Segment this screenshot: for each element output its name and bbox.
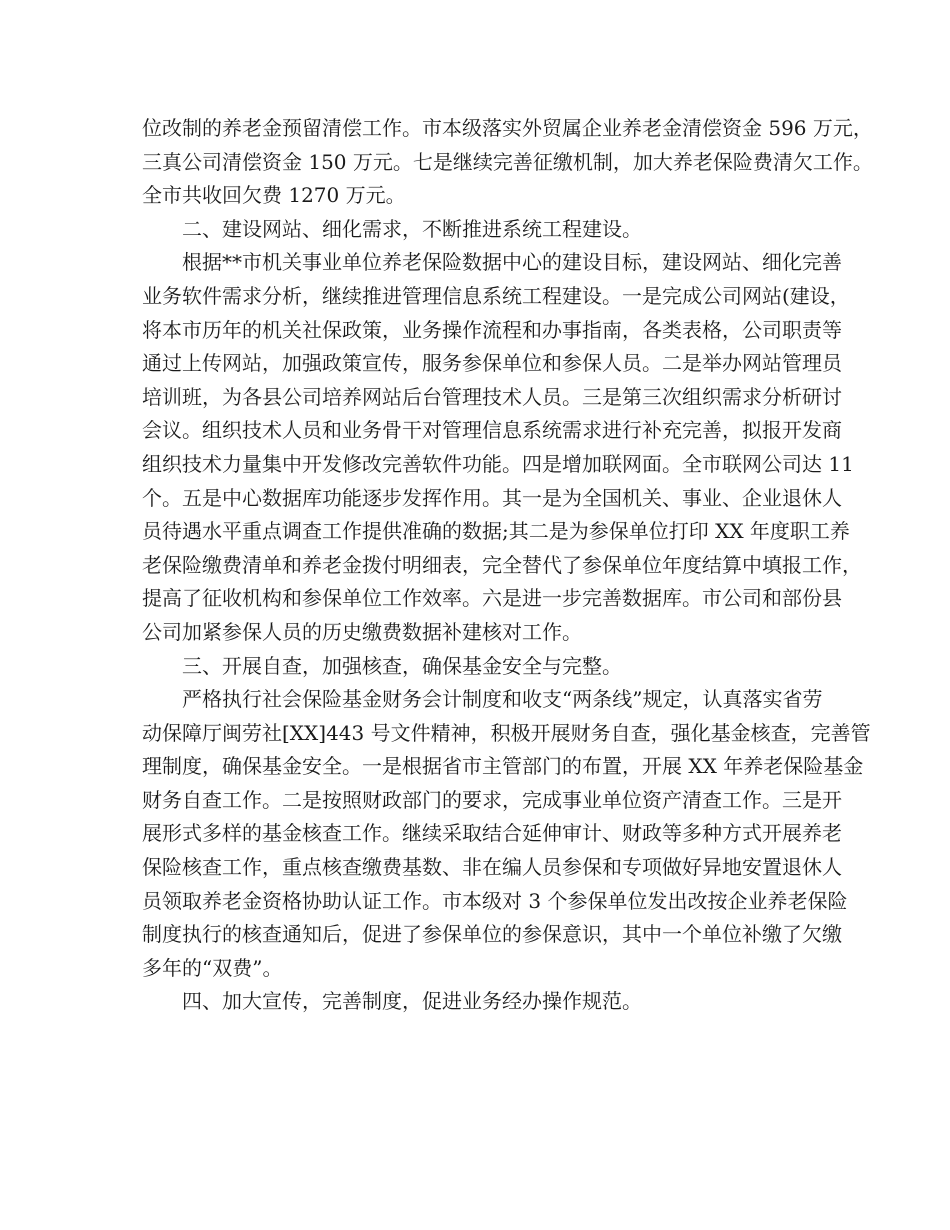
paragraph-line: 动保障厅闽劳社[XX]443 号文件精神，积极开展财务自查，强化基金核查，完善管 [142,720,871,745]
paragraph-line: 员领取养老金资格协助认证工作。市本级对 3 个参保单位发出改按企业养老保险 [142,888,848,913]
paragraph-line: 保险核查工作，重点核查缴费基数、非在编人员参保和专项做好异地安置退休人 [142,855,842,880]
paragraph-line: 老保险缴费清单和养老金拨付明细表，完全替代了参保单位年度结算中填报工作， [142,552,862,577]
paragraph-line: 会议。组织技术人员和业务骨干对管理信息系统需求进行补充完善，拟报开发商 [142,418,842,443]
document-page [142,112,873,1019]
section-heading-4: 四、加大宣传，完善制度，促进业务经办操作规范。 [182,989,642,1014]
paragraph-line: 根据**市机关事业单位养老保险数据中心的建设目标，建设网站、细化完善 [182,250,842,275]
paragraph-line: 展形式多样的基金核查工作。继续采取结合延伸审计、财政等多种方式开展养老 [142,821,842,846]
paragraph-line: 提高了征收机构和参保单位工作效率。六是进一步完善数据库。市公司和部份县 [142,586,842,611]
paragraph-line: 业务软件需求分析，继续推进管理信息系统工程建设。一是完成公司网站(建设， [142,283,850,308]
section-heading-2: 二、建设网站、细化需求，不断推进系统工程建设。 [182,216,642,241]
paragraph-line: 个。五是中心数据库功能逐步发挥作用。其一是为全国机关、事业、企业退休人 [142,485,842,510]
paragraph-line: 员待遇水平重点调查工作提供准确的数据;其二是为参保单位打印 XX 年度职工养 [142,519,850,544]
paragraph-line: 理制度，确保基金安全。一是根据省市主管部门的布置，开展 XX 年养老保险基金 [142,754,864,779]
paragraph-line: 严格执行社会保险基金财务会计制度和收支“两条线”规定，认真落实省劳 [182,687,823,712]
paragraph-line: 通过上传网站，加强政策宣传，服务参保单位和参保人员。二是举办网站管理员 [142,351,842,376]
paragraph-line: 全市共收回欠费 1270 万元。 [142,183,406,208]
paragraph-line: 多年的“双费”。 [142,955,283,980]
paragraph-line: 培训班，为各县公司培养网站后台管理技术人员。三是第三次组织需求分析研讨 [142,384,842,409]
paragraph-line: 将本市历年的机关社保政策，业务操作流程和办事指南，各类表格，公司职责等 [142,317,842,342]
paragraph-line: 三真公司清偿资金 150 万元。七是继续完善征缴机制，加大养老保险费清欠工作。 [142,149,873,174]
paragraph-line: 位改制的养老金预留清偿工作。市本级落实外贸属企业养老金清偿资金 596 万元， [142,116,873,140]
section-heading-3: 三、开展自查，加强核查，确保基金安全与完整。 [182,653,622,678]
paragraph-line: 组织技术力量集中开发修改完善软件功能。四是增加联网面。全市联网公司达 11 [142,451,854,476]
paragraph-line: 制度执行的核查通知后，促进了参保单位的参保意识，其中一个单位补缴了欠缴 [142,922,842,947]
paragraph-line: 财务自查工作。二是按照财政部门的要求，完成事业单位资产清查工作。三是开 [142,787,842,812]
paragraph-line: 公司加紧参保人员的历史缴费数据补建核对工作。 [142,619,582,644]
